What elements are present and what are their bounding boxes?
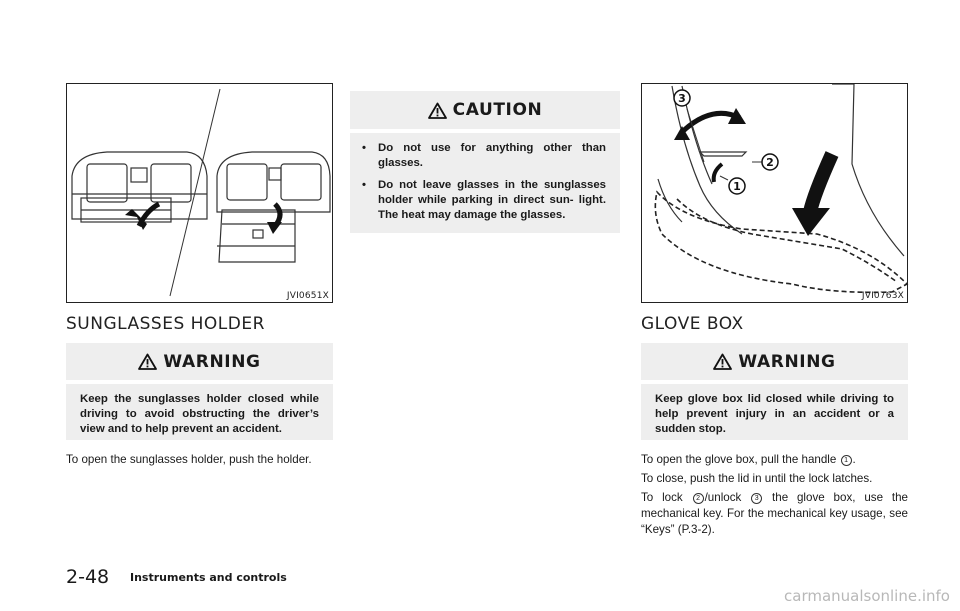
- caution-item: • Do not leave glasses in the sunglasses holder while parking in direct sun- light. The heat may damage the glasses.: [360, 178, 606, 223]
- sunglasses-warning-box: [66, 343, 333, 440]
- figure-code: JVI0651X: [286, 291, 329, 301]
- section-title: Instruments and controls: [130, 571, 287, 584]
- sunglasses-holder-illustration: [67, 84, 334, 304]
- caution-list: [360, 141, 606, 223]
- warning-title-row: [66, 343, 333, 380]
- warning-text: Keep glove box lid closed while driving to help prevent injury in an accident or a sudden stop.: [655, 393, 894, 435]
- warning-icon: [138, 353, 157, 370]
- sunglasses-holder-heading: SUNGLASSES HOLDER: [66, 314, 265, 334]
- glove-box-heading: GLOVE BOX: [641, 314, 744, 334]
- caution-title: CAUTION: [452, 100, 543, 120]
- caution-item: • Do not use for anything other than glasses.: [360, 141, 606, 171]
- warning-title-row: [641, 343, 908, 380]
- warning-title: WARNING: [163, 351, 261, 372]
- glove-box-figure: [641, 83, 908, 303]
- page-number: 2-48: [66, 566, 110, 588]
- callout-3: 3: [678, 92, 686, 105]
- caution-icon: [428, 102, 447, 119]
- callout-1: 1: [733, 180, 741, 193]
- glove-box-open-text: To open the glove box, pull the handle 1 .: [641, 453, 856, 466]
- caution-title-row: [350, 91, 620, 129]
- marker-1: 1: [841, 455, 852, 466]
- figure-code: JVI0763X: [861, 291, 904, 301]
- sunglasses-body-text: To open the sunglasses holder, push the holder.: [66, 453, 312, 466]
- marker-3: 3: [751, 493, 762, 504]
- warning-text: Keep the sunglasses holder closed while driving to avoid obstructing the driver’s view and to help prevent an accident.: [80, 393, 319, 435]
- callout-2: 2: [766, 156, 774, 169]
- glove-box-lock-text: To lock 2 /unlock 3 the glove box, use the mechanical key. For the mechanical key usage, see “Keys” (P.3-2).: [641, 491, 908, 536]
- warning-title: WARNING: [738, 351, 836, 372]
- sunglasses-holder-figure: [66, 83, 333, 303]
- glove-box-close-text: To close, push the lid in until the lock latches.: [641, 472, 873, 485]
- watermark: carmanualsonline.info: [784, 587, 950, 605]
- caution-box: [350, 91, 620, 233]
- marker-2: 2: [693, 493, 704, 504]
- warning-icon: [713, 353, 732, 370]
- glove-box-warning-box: [641, 343, 908, 440]
- glove-box-illustration: [642, 84, 909, 304]
